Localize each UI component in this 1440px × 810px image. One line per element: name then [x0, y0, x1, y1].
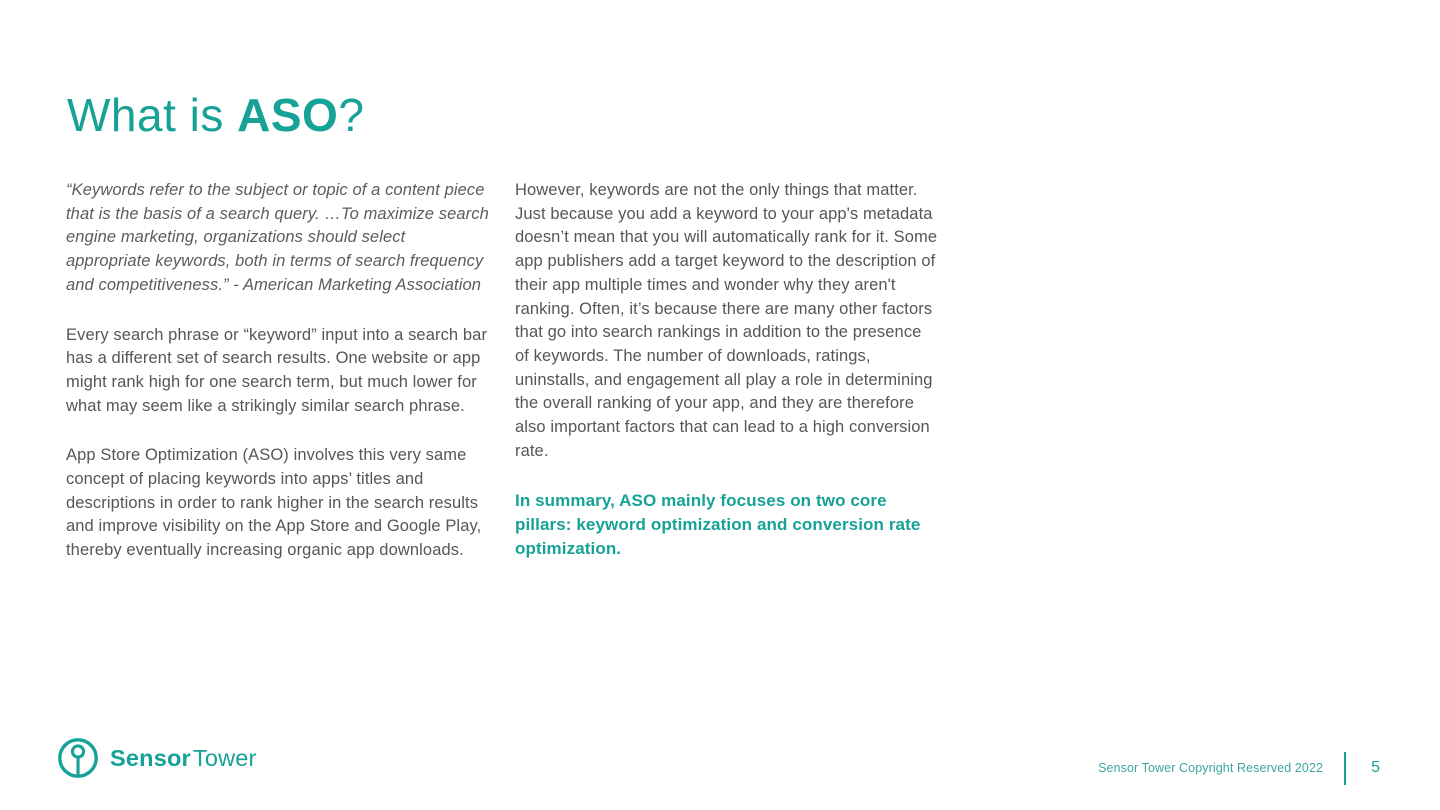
page-title	[67, 90, 364, 141]
footer-right	[1098, 751, 1380, 785]
ranking-factors-paragraph: However, keywords are not the only things that matter. Just because you add a keyword to your app's metadata doesn’t mean that you will automatically rank for it. Some app publishers add a target keyword to the description of their app multiple times and wonder why they aren't ranking. Often, it’s because there are many other factors that go into search rankings in addition to the presence of keywords. The number of downloads, ratings, uninstalls, and engagement all play a role in determining the overall ranking of your app, and they are therefore also important factors that can lead to a high conversion rate.	[515, 181, 938, 460]
aso-definition-paragraph: App Store Optimization (ASO) involves this very same concept of placing keywords into apps’ titles and descriptions in order to rank higher in the search results and improve visibility on the App Store and Google Play, thereby eventually increasing organic app downloads.	[66, 446, 482, 560]
body-content	[66, 179, 940, 589]
page-title-bold: ASO	[237, 89, 339, 141]
left-column	[66, 179, 491, 589]
footer-divider	[1344, 752, 1346, 785]
page-number: 5	[1371, 759, 1380, 776]
page-title-light: What is	[67, 89, 238, 141]
copyright-text: Sensor Tower Copyright Reserved 2022	[1098, 761, 1324, 775]
sensor-tower-logo	[57, 737, 257, 779]
page-title-question-mark: ?	[338, 89, 365, 141]
brand-name-tower: Tower	[192, 744, 257, 771]
brand-name-sensor: Sensor	[110, 744, 191, 771]
keyword-paragraph: Every search phrase or “keyword” input into a search bar has a different set of search results. One website or app might rank high for one search term, but much lower for what may seem like a strikingly similar search phrase.	[66, 325, 488, 415]
summary-paragraph: In summary, ASO mainly focuses on two core pillars: keyword optimization and conversion rate optimization.	[515, 491, 921, 558]
quote-paragraph: “Keywords refer to the subject or topic of a content piece that is the basis of a search query. …To maximize search engine marketing, organizations should select appropriate keywords, both in terms of search frequency and competitiveness.” - American Marketing Association	[66, 181, 489, 294]
right-column	[515, 179, 940, 589]
brand-wordmark	[110, 745, 257, 772]
broadcast-tower-icon	[57, 737, 99, 779]
